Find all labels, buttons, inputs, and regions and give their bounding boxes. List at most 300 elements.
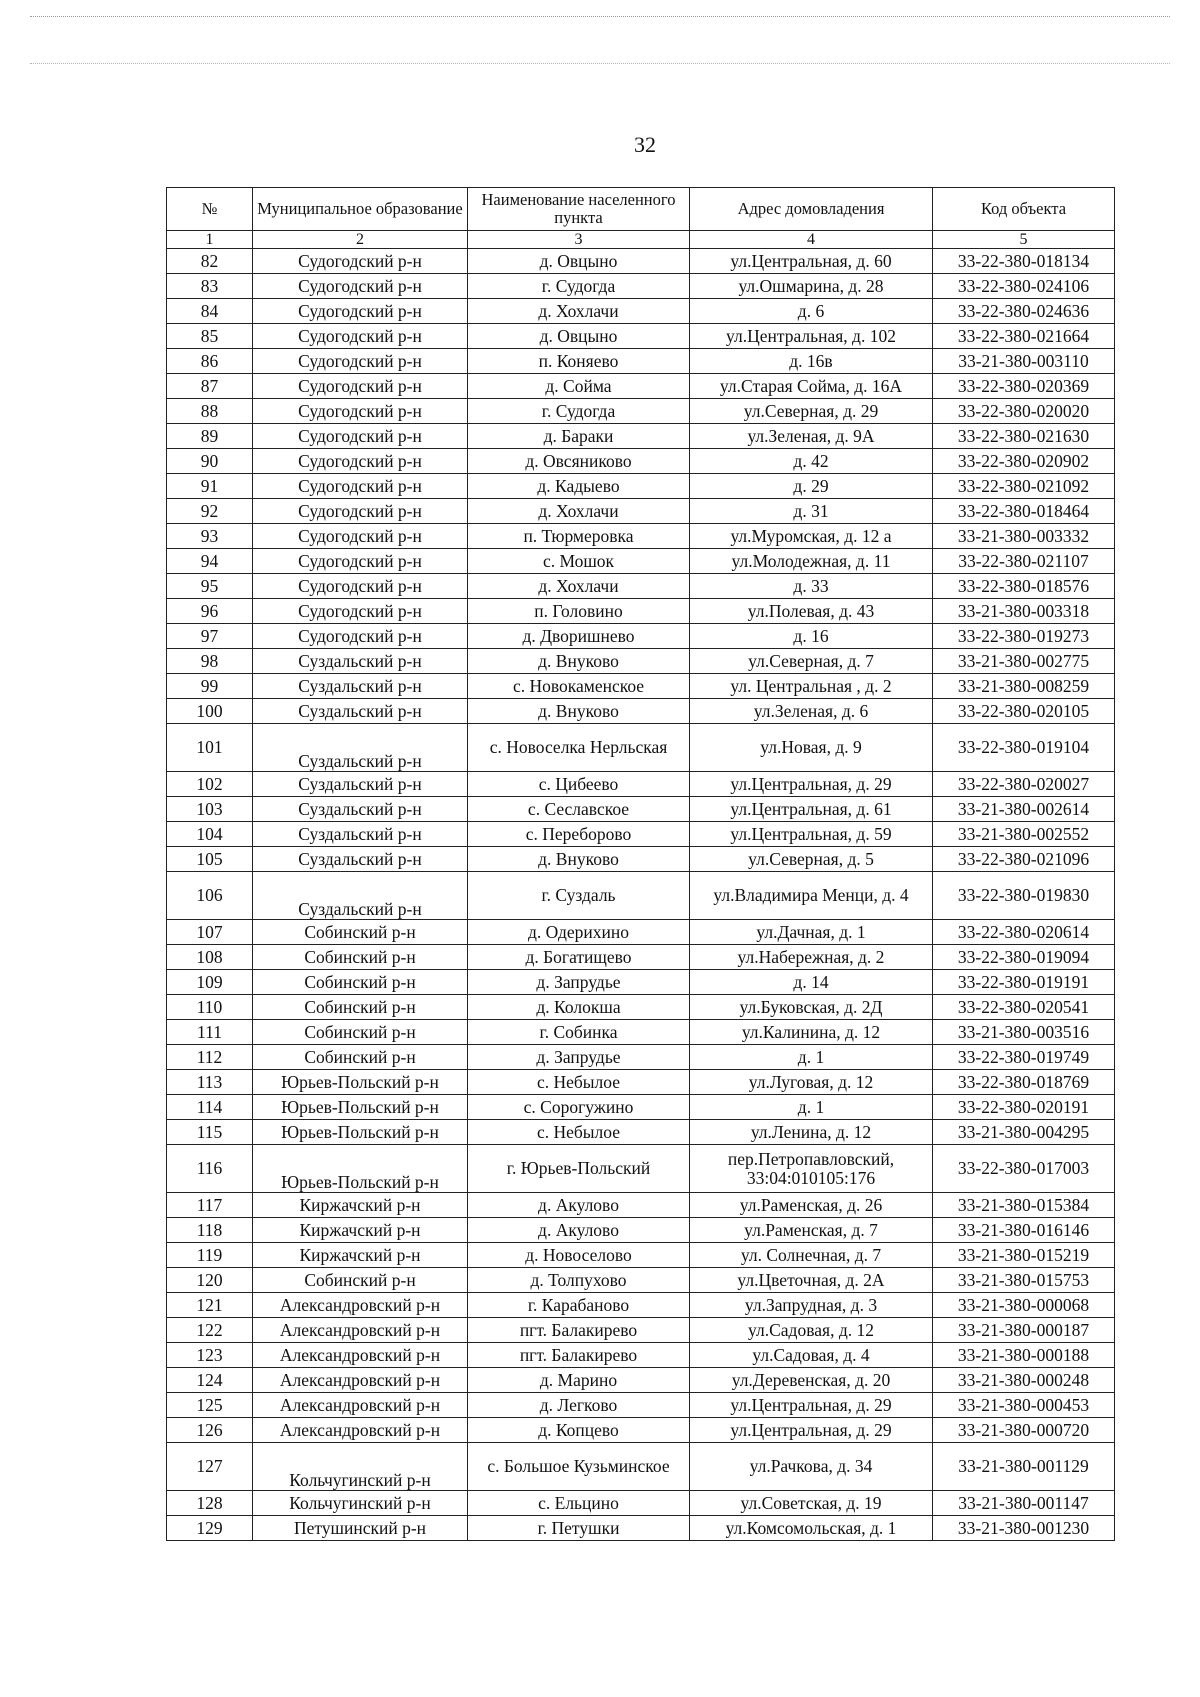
row-number: 123 bbox=[167, 1343, 253, 1368]
object-code-cell: 33-22-380-020105 bbox=[933, 699, 1115, 724]
settlement-cell: д. Кадыево bbox=[468, 474, 690, 499]
settlement-cell: с. Сорогужино bbox=[468, 1095, 690, 1120]
object-code-cell: 33-21-380-003332 bbox=[933, 524, 1115, 549]
municipality-cell: Судогодский р-н bbox=[253, 424, 468, 449]
address-cell: ул.Ошмарина, д. 28 bbox=[690, 274, 933, 299]
settlement-cell: п. Тюрмеровка bbox=[468, 524, 690, 549]
address-cell: ул.Ленина, д. 12 bbox=[690, 1120, 933, 1145]
table-row bbox=[167, 624, 1115, 649]
row-number: 94 bbox=[167, 549, 253, 574]
row-number: 86 bbox=[167, 349, 253, 374]
municipality-cell: Александровский р-н bbox=[253, 1318, 468, 1343]
settlement-cell: г. Судогда bbox=[468, 399, 690, 424]
row-number: 90 bbox=[167, 449, 253, 474]
column-index: 2 bbox=[253, 231, 468, 249]
column-index: 3 bbox=[468, 231, 690, 249]
object-code-cell: 33-22-380-018769 bbox=[933, 1070, 1115, 1095]
row-number: 91 bbox=[167, 474, 253, 499]
table-row bbox=[167, 524, 1115, 549]
address-cell: ул.Центральная, д. 29 bbox=[690, 1418, 933, 1443]
address-cell: ул.Буковская, д. 2Д bbox=[690, 995, 933, 1020]
municipality-cell: Собинский р-н bbox=[253, 1020, 468, 1045]
scan-dotted-line bbox=[30, 16, 1170, 17]
settlement-cell: д. Акулово bbox=[468, 1193, 690, 1218]
settlement-cell: д. Сойма bbox=[468, 374, 690, 399]
settlement-cell: д. Дворишнево bbox=[468, 624, 690, 649]
settlement-cell: г. Юрьев-Польский bbox=[468, 1145, 690, 1193]
row-number: 120 bbox=[167, 1268, 253, 1293]
municipality-cell: Судогодский р-н bbox=[253, 324, 468, 349]
address-cell: ул.Центральная, д. 29 bbox=[690, 1393, 933, 1418]
municipality-cell: Судогодский р-н bbox=[253, 574, 468, 599]
row-number: 114 bbox=[167, 1095, 253, 1120]
table-row bbox=[167, 1020, 1115, 1045]
address-cell: ул.Советская, д. 19 bbox=[690, 1491, 933, 1516]
municipality-cell: Александровский р-н bbox=[253, 1393, 468, 1418]
settlement-cell: д. Внуково bbox=[468, 847, 690, 872]
column-index: 4 bbox=[690, 231, 933, 249]
registry-table bbox=[166, 187, 1115, 1541]
table-row bbox=[167, 1293, 1115, 1318]
table-row bbox=[167, 574, 1115, 599]
table-row bbox=[167, 699, 1115, 724]
settlement-cell: д. Легково bbox=[468, 1393, 690, 1418]
object-code-cell: 33-22-380-020027 bbox=[933, 772, 1115, 797]
settlement-cell: д. Богатищево bbox=[468, 945, 690, 970]
address-cell: ул.Зеленая, д. 6 bbox=[690, 699, 933, 724]
object-code-cell: 33-22-380-020541 bbox=[933, 995, 1115, 1020]
table-row bbox=[167, 970, 1115, 995]
settlement-cell: с. Цибеево bbox=[468, 772, 690, 797]
table-row bbox=[167, 1070, 1115, 1095]
address-cell: д. 29 bbox=[690, 474, 933, 499]
settlement-cell: г. Собинка bbox=[468, 1020, 690, 1045]
object-code-cell: 33-21-380-008259 bbox=[933, 674, 1115, 699]
address-cell: ул.Садовая, д. 12 bbox=[690, 1318, 933, 1343]
object-code-cell: 33-22-380-019749 bbox=[933, 1045, 1115, 1070]
table-row bbox=[167, 324, 1115, 349]
table-row bbox=[167, 724, 1115, 772]
municipality-cell: Судогодский р-н bbox=[253, 624, 468, 649]
table-row bbox=[167, 1120, 1115, 1145]
address-cell: ул.Цветочная, д. 2А bbox=[690, 1268, 933, 1293]
object-code-cell: 33-22-380-021096 bbox=[933, 847, 1115, 872]
settlement-cell: с. Новоселка Нерльская bbox=[468, 724, 690, 772]
object-code-cell: 33-21-380-000720 bbox=[933, 1418, 1115, 1443]
object-code-cell: 33-21-380-000248 bbox=[933, 1368, 1115, 1393]
table-row bbox=[167, 274, 1115, 299]
municipality-cell: Собинский р-н bbox=[253, 945, 468, 970]
table-row bbox=[167, 1243, 1115, 1268]
municipality-cell: Суздальский р-н bbox=[253, 872, 468, 920]
municipality-cell: Юрьев-Польский р-н bbox=[253, 1120, 468, 1145]
row-number: 85 bbox=[167, 324, 253, 349]
settlement-cell: д. Хохлачи bbox=[468, 574, 690, 599]
municipality-cell: Судогодский р-н bbox=[253, 549, 468, 574]
object-code-cell: 33-21-380-015219 bbox=[933, 1243, 1115, 1268]
row-number: 107 bbox=[167, 920, 253, 945]
object-code-cell: 33-21-380-000453 bbox=[933, 1393, 1115, 1418]
municipality-cell: Судогодский р-н bbox=[253, 399, 468, 424]
settlement-cell: п. Головино bbox=[468, 599, 690, 624]
address-cell: ул.Центральная, д. 61 bbox=[690, 797, 933, 822]
table-row bbox=[167, 249, 1115, 274]
scan-dotted-line bbox=[30, 63, 1170, 64]
municipality-cell: Собинский р-н bbox=[253, 920, 468, 945]
address-cell: ул.Комсомольская, д. 1 bbox=[690, 1516, 933, 1541]
object-code-cell: 33-22-380-019094 bbox=[933, 945, 1115, 970]
column-index: 5 bbox=[933, 231, 1115, 249]
object-code-cell: 33-21-380-003516 bbox=[933, 1020, 1115, 1045]
address-cell: ул.Зеленая, д. 9А bbox=[690, 424, 933, 449]
address-cell: д. 16в bbox=[690, 349, 933, 374]
object-code-cell: 33-22-380-018464 bbox=[933, 499, 1115, 524]
object-code-cell: 33-22-380-019191 bbox=[933, 970, 1115, 995]
table-row bbox=[167, 1193, 1115, 1218]
settlement-cell: д. Овцыно bbox=[468, 249, 690, 274]
object-code-cell: 33-21-380-002552 bbox=[933, 822, 1115, 847]
row-number: 96 bbox=[167, 599, 253, 624]
row-number: 102 bbox=[167, 772, 253, 797]
row-number: 100 bbox=[167, 699, 253, 724]
settlement-cell: г. Судогда bbox=[468, 274, 690, 299]
address-cell: ул.Полевая, д. 43 bbox=[690, 599, 933, 624]
address-cell: ул.Калинина, д. 12 bbox=[690, 1020, 933, 1045]
object-code-cell: 33-22-380-020614 bbox=[933, 920, 1115, 945]
object-code-cell: 33-22-380-020902 bbox=[933, 449, 1115, 474]
address-cell: ул.Садовая, д. 4 bbox=[690, 1343, 933, 1368]
address-cell: ул.Владимира Менци, д. 4 bbox=[690, 872, 933, 920]
municipality-cell: Судогодский р-н bbox=[253, 524, 468, 549]
row-number: 121 bbox=[167, 1293, 253, 1318]
table-row bbox=[167, 772, 1115, 797]
municipality-cell: Суздальский р-н bbox=[253, 822, 468, 847]
column-index-row bbox=[167, 231, 1115, 249]
settlement-cell: г. Петушки bbox=[468, 1516, 690, 1541]
settlement-cell: д. Внуково bbox=[468, 699, 690, 724]
settlement-cell: п. Коняево bbox=[468, 349, 690, 374]
row-number: 97 bbox=[167, 624, 253, 649]
table-row bbox=[167, 872, 1115, 920]
header-address: Адрес домовладения bbox=[690, 188, 933, 231]
municipality-cell: Судогодский р-н bbox=[253, 349, 468, 374]
object-code-cell: 33-22-380-020191 bbox=[933, 1095, 1115, 1120]
address-cell: ул.Дачная, д. 1 bbox=[690, 920, 933, 945]
row-number: 128 bbox=[167, 1491, 253, 1516]
address-cell: ул.Набережная, д. 2 bbox=[690, 945, 933, 970]
object-code-cell: 33-21-380-003318 bbox=[933, 599, 1115, 624]
object-code-cell: 33-22-380-024106 bbox=[933, 274, 1115, 299]
table-row bbox=[167, 1443, 1115, 1491]
settlement-cell: пгт. Балакирево bbox=[468, 1318, 690, 1343]
table-row bbox=[167, 449, 1115, 474]
header-row bbox=[167, 188, 1115, 231]
header-number: № bbox=[167, 188, 253, 231]
address-cell: пер.Петропавловский, 33:04:010105:176 bbox=[690, 1145, 933, 1193]
municipality-cell: Суздальский р-н bbox=[253, 847, 468, 872]
municipality-cell: Суздальский р-н bbox=[253, 699, 468, 724]
table-row bbox=[167, 674, 1115, 699]
table-row bbox=[167, 1268, 1115, 1293]
object-code-cell: 33-21-380-001147 bbox=[933, 1491, 1115, 1516]
municipality-cell: Судогодский р-н bbox=[253, 249, 468, 274]
settlement-cell: д. Запрудье bbox=[468, 1045, 690, 1070]
row-number: 117 bbox=[167, 1193, 253, 1218]
settlement-cell: г. Суздаль bbox=[468, 872, 690, 920]
row-number: 89 bbox=[167, 424, 253, 449]
address-cell: д. 6 bbox=[690, 299, 933, 324]
settlement-cell: с. Большое Кузьминское bbox=[468, 1443, 690, 1491]
row-number: 122 bbox=[167, 1318, 253, 1343]
table-row bbox=[167, 1218, 1115, 1243]
object-code-cell: 33-21-380-003110 bbox=[933, 349, 1115, 374]
row-number: 83 bbox=[167, 274, 253, 299]
address-cell: д. 42 bbox=[690, 449, 933, 474]
object-code-cell: 33-22-380-020020 bbox=[933, 399, 1115, 424]
municipality-cell: Киржачский р-н bbox=[253, 1243, 468, 1268]
page-number: 32 bbox=[634, 132, 656, 157]
address-cell: д. 1 bbox=[690, 1045, 933, 1070]
address-cell: д. 16 bbox=[690, 624, 933, 649]
settlement-cell: с. Небылое bbox=[468, 1120, 690, 1145]
municipality-cell: Собинский р-н bbox=[253, 995, 468, 1020]
settlement-cell: с. Мошок bbox=[468, 549, 690, 574]
municipality-cell: Собинский р-н bbox=[253, 970, 468, 995]
municipality-cell: Юрьев-Польский р-н bbox=[253, 1070, 468, 1095]
table-row bbox=[167, 474, 1115, 499]
address-cell: ул.Луговая, д. 12 bbox=[690, 1070, 933, 1095]
object-code-cell: 33-22-380-019273 bbox=[933, 624, 1115, 649]
municipality-cell: Суздальский р-н bbox=[253, 772, 468, 797]
table-row bbox=[167, 1318, 1115, 1343]
row-number: 124 bbox=[167, 1368, 253, 1393]
table-row bbox=[167, 945, 1115, 970]
object-code-cell: 33-22-380-018576 bbox=[933, 574, 1115, 599]
municipality-cell: Александровский р-н bbox=[253, 1418, 468, 1443]
address-cell: д. 31 bbox=[690, 499, 933, 524]
settlement-cell: с. Ельцино bbox=[468, 1491, 690, 1516]
row-number: 119 bbox=[167, 1243, 253, 1268]
table-row bbox=[167, 822, 1115, 847]
row-number: 125 bbox=[167, 1393, 253, 1418]
row-number: 113 bbox=[167, 1070, 253, 1095]
municipality-cell: Юрьев-Польский р-н bbox=[253, 1095, 468, 1120]
row-number: 105 bbox=[167, 847, 253, 872]
address-cell: ул. Центральная , д. 2 bbox=[690, 674, 933, 699]
object-code-cell: 33-21-380-004295 bbox=[933, 1120, 1115, 1145]
column-index: 1 bbox=[167, 231, 253, 249]
row-number: 116 bbox=[167, 1145, 253, 1193]
row-number: 98 bbox=[167, 649, 253, 674]
table-row bbox=[167, 1491, 1115, 1516]
municipality-cell: Александровский р-н bbox=[253, 1368, 468, 1393]
address-cell: ул.Муромская, д. 12 а bbox=[690, 524, 933, 549]
object-code-cell: 33-21-380-000068 bbox=[933, 1293, 1115, 1318]
address-cell: ул.Северная, д. 7 bbox=[690, 649, 933, 674]
table-row bbox=[167, 399, 1115, 424]
address-cell: д. 1 bbox=[690, 1095, 933, 1120]
municipality-cell: Александровский р-н bbox=[253, 1343, 468, 1368]
address-cell: ул.Центральная, д. 102 bbox=[690, 324, 933, 349]
object-code-cell: 33-22-380-020369 bbox=[933, 374, 1115, 399]
settlement-cell: с. Новокаменское bbox=[468, 674, 690, 699]
settlement-cell: пгт. Балакирево bbox=[468, 1343, 690, 1368]
address-cell: ул.Центральная, д. 29 bbox=[690, 772, 933, 797]
table-row bbox=[167, 797, 1115, 822]
address-cell: ул.Центральная, д. 59 bbox=[690, 822, 933, 847]
row-number: 111 bbox=[167, 1020, 253, 1045]
municipality-cell: Петушинский р-н bbox=[253, 1516, 468, 1541]
municipality-cell: Суздальский р-н bbox=[253, 724, 468, 772]
municipality-cell: Собинский р-н bbox=[253, 1045, 468, 1070]
table-body bbox=[167, 249, 1115, 1541]
settlement-cell: д. Запрудье bbox=[468, 970, 690, 995]
row-number: 106 bbox=[167, 872, 253, 920]
header-settlement: Наименование населенного пункта bbox=[468, 188, 690, 231]
municipality-cell: Александровский р-н bbox=[253, 1293, 468, 1318]
table-row bbox=[167, 1368, 1115, 1393]
municipality-cell: Судогодский р-н bbox=[253, 299, 468, 324]
settlement-cell: д. Внуково bbox=[468, 649, 690, 674]
table-row bbox=[167, 499, 1115, 524]
municipality-cell: Судогодский р-н bbox=[253, 474, 468, 499]
row-number: 87 bbox=[167, 374, 253, 399]
settlement-cell: с. Сеславское bbox=[468, 797, 690, 822]
object-code-cell: 33-22-380-021630 bbox=[933, 424, 1115, 449]
settlement-cell: г. Карабаново bbox=[468, 1293, 690, 1318]
address-cell: ул.Северная, д. 29 bbox=[690, 399, 933, 424]
address-cell: ул.Раменская, д. 26 bbox=[690, 1193, 933, 1218]
address-cell: ул.Запрудная, д. 3 bbox=[690, 1293, 933, 1318]
municipality-cell: Собинский р-н bbox=[253, 1268, 468, 1293]
settlement-cell: д. Овцыно bbox=[468, 324, 690, 349]
row-number: 104 bbox=[167, 822, 253, 847]
row-number: 108 bbox=[167, 945, 253, 970]
object-code-cell: 33-22-380-017003 bbox=[933, 1145, 1115, 1193]
settlement-cell: д. Новоселово bbox=[468, 1243, 690, 1268]
row-number: 92 bbox=[167, 499, 253, 524]
municipality-cell: Судогодский р-н bbox=[253, 449, 468, 474]
row-number: 126 bbox=[167, 1418, 253, 1443]
settlement-cell: с. Небылое bbox=[468, 1070, 690, 1095]
object-code-cell: 33-22-380-024636 bbox=[933, 299, 1115, 324]
table-row bbox=[167, 599, 1115, 624]
address-cell: д. 33 bbox=[690, 574, 933, 599]
settlement-cell: д. Акулово bbox=[468, 1218, 690, 1243]
row-number: 101 bbox=[167, 724, 253, 772]
object-code-cell: 33-22-380-019104 bbox=[933, 724, 1115, 772]
municipality-cell: Судогодский р-н bbox=[253, 374, 468, 399]
table-row bbox=[167, 1343, 1115, 1368]
address-cell: ул.Центральная, д. 60 bbox=[690, 249, 933, 274]
row-number: 127 bbox=[167, 1443, 253, 1491]
municipality-cell: Кольчугинский р-н bbox=[253, 1443, 468, 1491]
object-code-cell: 33-21-380-001129 bbox=[933, 1443, 1115, 1491]
table-row bbox=[167, 1393, 1115, 1418]
object-code-cell: 33-21-380-002775 bbox=[933, 649, 1115, 674]
object-code-cell: 33-22-380-021107 bbox=[933, 549, 1115, 574]
table-row bbox=[167, 1045, 1115, 1070]
municipality-cell: Киржачский р-н bbox=[253, 1218, 468, 1243]
table-row bbox=[167, 1095, 1115, 1120]
object-code-cell: 33-21-380-015753 bbox=[933, 1268, 1115, 1293]
address-cell: ул.Молодежная, д. 11 bbox=[690, 549, 933, 574]
municipality-cell: Суздальский р-н bbox=[253, 797, 468, 822]
row-number: 110 bbox=[167, 995, 253, 1020]
object-code-cell: 33-22-380-018134 bbox=[933, 249, 1115, 274]
address-cell: ул.Рачкова, д. 34 bbox=[690, 1443, 933, 1491]
row-number: 129 bbox=[167, 1516, 253, 1541]
settlement-cell: д. Хохлачи bbox=[468, 499, 690, 524]
table-row bbox=[167, 920, 1115, 945]
municipality-cell: Юрьев-Польский р-н bbox=[253, 1145, 468, 1193]
settlement-cell: д. Колокша bbox=[468, 995, 690, 1020]
row-number: 82 bbox=[167, 249, 253, 274]
address-cell: д. 14 bbox=[690, 970, 933, 995]
object-code-cell: 33-21-380-015384 bbox=[933, 1193, 1115, 1218]
row-number: 115 bbox=[167, 1120, 253, 1145]
object-code-cell: 33-21-380-001230 bbox=[933, 1516, 1115, 1541]
municipality-cell: Суздальский р-н bbox=[253, 649, 468, 674]
row-number: 99 bbox=[167, 674, 253, 699]
municipality-cell: Судогодский р-н bbox=[253, 274, 468, 299]
municipality-cell: Суздальский р-н bbox=[253, 674, 468, 699]
address-cell: ул.Старая Сойма, д. 16А bbox=[690, 374, 933, 399]
object-code-cell: 33-22-380-021092 bbox=[933, 474, 1115, 499]
object-code-cell: 33-22-380-019830 bbox=[933, 872, 1115, 920]
table-row bbox=[167, 995, 1115, 1020]
address-cell: ул. Солнечная, д. 7 bbox=[690, 1243, 933, 1268]
settlement-cell: с. Переборово bbox=[468, 822, 690, 847]
municipality-cell: Кольчугинский р-н bbox=[253, 1491, 468, 1516]
table-row bbox=[167, 649, 1115, 674]
row-number: 88 bbox=[167, 399, 253, 424]
address-cell: ул.Раменская, д. 7 bbox=[690, 1218, 933, 1243]
settlement-cell: д. Хохлачи bbox=[468, 299, 690, 324]
row-number: 112 bbox=[167, 1045, 253, 1070]
object-code-cell: 33-21-380-000187 bbox=[933, 1318, 1115, 1343]
header-object-code: Код объекта bbox=[933, 188, 1115, 231]
object-code-cell: 33-21-380-000188 bbox=[933, 1343, 1115, 1368]
table-row bbox=[167, 1145, 1115, 1193]
table-row bbox=[167, 1418, 1115, 1443]
object-code-cell: 33-21-380-016146 bbox=[933, 1218, 1115, 1243]
municipality-cell: Судогодский р-н bbox=[253, 599, 468, 624]
table-row bbox=[167, 374, 1115, 399]
row-number: 84 bbox=[167, 299, 253, 324]
table-row bbox=[167, 1516, 1115, 1541]
header-municipality: Муниципальное образование bbox=[253, 188, 468, 231]
row-number: 93 bbox=[167, 524, 253, 549]
table-row bbox=[167, 299, 1115, 324]
settlement-cell: д. Овсяниково bbox=[468, 449, 690, 474]
row-number: 118 bbox=[167, 1218, 253, 1243]
object-code-cell: 33-22-380-021664 bbox=[933, 324, 1115, 349]
object-code-cell: 33-21-380-002614 bbox=[933, 797, 1115, 822]
settlement-cell: д. Бараки bbox=[468, 424, 690, 449]
row-number: 109 bbox=[167, 970, 253, 995]
row-number: 103 bbox=[167, 797, 253, 822]
municipality-cell: Киржачский р-н bbox=[253, 1193, 468, 1218]
table-row bbox=[167, 424, 1115, 449]
table-row bbox=[167, 549, 1115, 574]
municipality-cell: Судогодский р-н bbox=[253, 499, 468, 524]
table-row bbox=[167, 349, 1115, 374]
settlement-cell: д. Одерихино bbox=[468, 920, 690, 945]
address-cell: ул.Деревенская, д. 20 bbox=[690, 1368, 933, 1393]
row-number: 95 bbox=[167, 574, 253, 599]
table-row bbox=[167, 847, 1115, 872]
